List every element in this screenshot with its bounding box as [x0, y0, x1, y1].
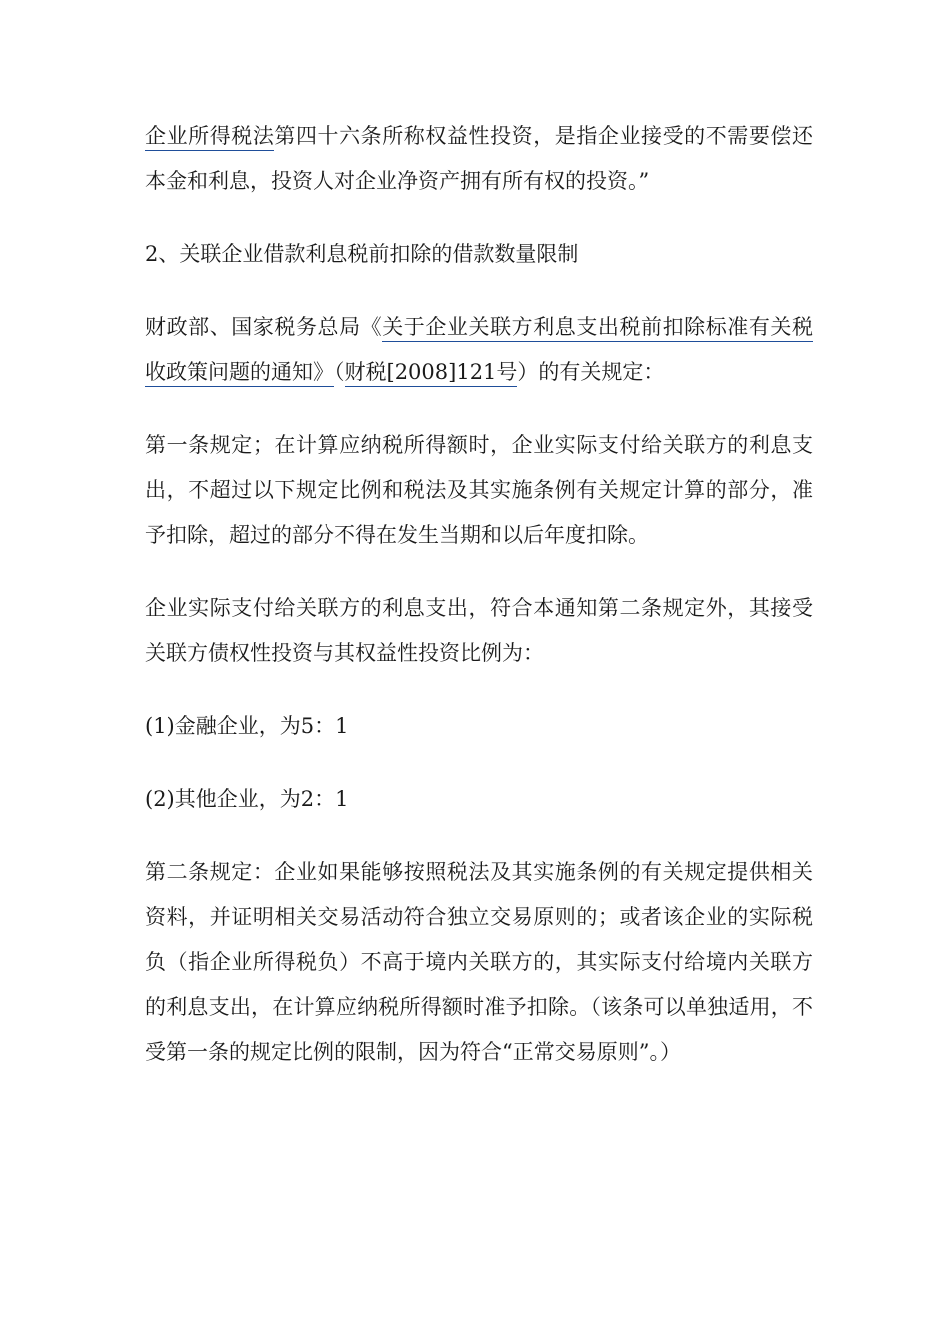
paragraph-article-two: 第二条规定：企业如果能够按照税法及其实施条例的有关规定提供相关资料，并证明相关交易活动符合独立交易原则的；或者该企业的实际税负（指企业所得税负）不高于境内关联方的，其实际支付给境内关联方的利息支出，在计算应纳税所得额时准予扣除。（该条可以单独适用，不受第一条的规定比例的限制，因为符合“正常交易原则”。） — [145, 860, 813, 1064]
paragraph-article-one: 第一条规定；在计算应纳税所得额时，企业实际支付给关联方的利息支出，不超过以下规定比例和税法及其实施条例有关规定计算的部分，准予扣除，超过的部分不得在发生当期和以后年度扣除。 — [145, 433, 813, 547]
paragraph-text: 第四十六条所称权益性投资，是指企业接受的不需要偿还本金和利息，投资人对企业净资产拥有所有权的投资。” — [145, 124, 814, 193]
paragraph-notice-reference — [145, 305, 813, 395]
list-item-other-enterprise: (2)其他企业，为2：1 — [145, 787, 349, 811]
link-enterprise-income-tax-law[interactable]: 企业所得税法 — [145, 124, 274, 151]
paragraph-text: 财政部、国家税务总局《 — [145, 315, 383, 339]
list-item-financial-enterprise: (1)金融企业，为5：1 — [145, 714, 349, 738]
link-notice-title[interactable]: 关于企业关联方利息支出税前扣除标准有关税收政策问题的通知》 — [145, 315, 813, 387]
paragraph-text: （ — [334, 360, 345, 384]
document-body — [145, 114, 813, 1075]
link-notice-number[interactable]: 财税[2008]121号 — [345, 360, 518, 387]
paragraph-equity-investment-definition — [145, 114, 813, 204]
paragraph-debt-equity-ratio-intro: 企业实际支付给关联方的利息支出，符合本通知第二条规定外，其接受关联方债权性投资与其权益性投资比例为： — [145, 596, 813, 665]
section-heading-borrowing-limit: 2、关联企业借款利息税前扣除的借款数量限制 — [145, 242, 579, 266]
paragraph-text: ）的有关规定： — [517, 360, 665, 384]
